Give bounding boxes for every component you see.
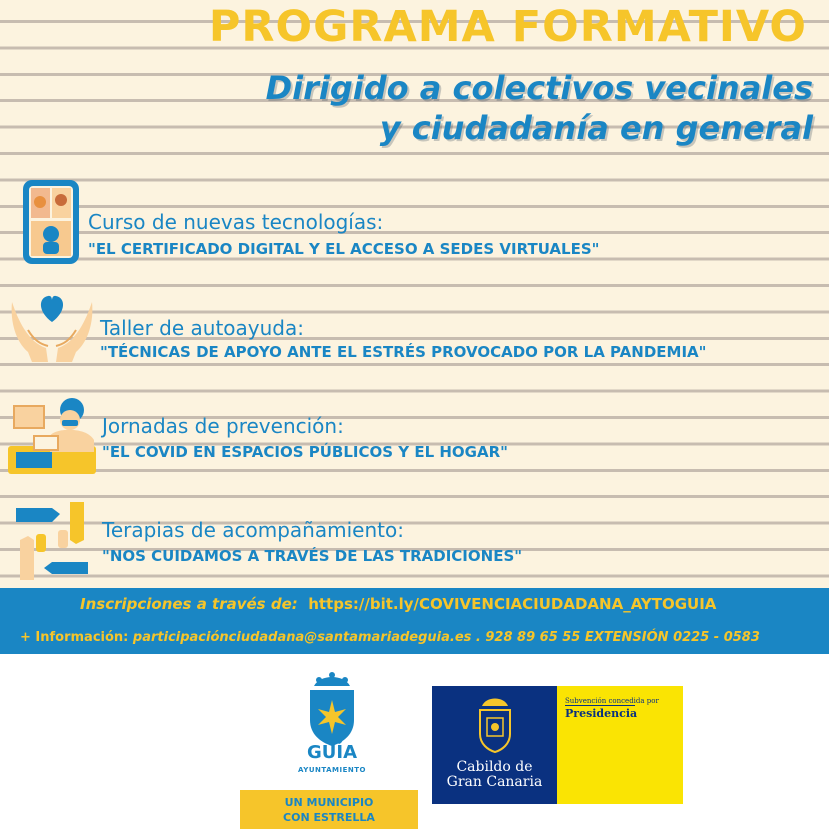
cabildo-subsidy-label: Subvención concedida por (565, 697, 659, 705)
item-description: "TÉCNICAS DE APOYO ANTE EL ESTRÉS PROVOCADO POR LA PANDEMIA" (100, 343, 707, 361)
slogan-box (240, 790, 418, 829)
cabildo-line-1: Cabildo de (456, 759, 533, 775)
guia-subtitle: AYUNTAMIENTO (298, 766, 366, 774)
cabildo-line-2: Gran Canaria (446, 774, 543, 790)
joined-hands-icon (12, 500, 92, 582)
slogan-line-1: UN MUNICIPIO (284, 796, 374, 809)
cabildo-name (432, 760, 557, 790)
item-description: "EL COVID EN ESPACIOS PÚBLICOS Y EL HOGAR" (102, 443, 508, 461)
info-email-link[interactable]: participaciónciudadana@santamariadeguia.es (132, 630, 472, 645)
cabildo-divider (565, 705, 635, 706)
item-heading: Taller de autoayuda: (100, 316, 304, 340)
masked-worker-icon (6, 396, 100, 476)
guia-name: GUÍA (306, 742, 358, 763)
subtitle-line-2: y ciudadanía en general (379, 109, 813, 147)
item-heading: Terapias de acompañamiento: (102, 518, 404, 542)
hands-heart-icon (8, 290, 96, 364)
inscription-label: Inscripciones a través de: (80, 595, 298, 613)
subtitle-line-1: Dirigido a colectivos vecinales (265, 69, 813, 107)
info-phone: . 928 89 65 55 EXTENSIÓN 0225 - 0583 (475, 630, 760, 645)
cabildo-crest-icon (474, 694, 516, 754)
inscription-line (80, 595, 716, 613)
item-description: "EL CERTIFICADO DIGITAL Y EL ACCESO A SEDES VIRTUALES" (88, 240, 600, 258)
video-call-tablet-icon (20, 178, 82, 266)
slogan-line-2: CON ESTRELLA (283, 811, 375, 824)
page-title: PROGRAMA FORMATIVO (208, 2, 807, 52)
item-description: "NOS CUIDAMOS A TRAVÉS DE LAS TRADICIONES" (102, 547, 523, 565)
info-prefix: + Información: (20, 630, 129, 645)
cabildo-department: Presidencia (565, 707, 638, 720)
info-line (20, 630, 760, 645)
inscription-link[interactable]: https://bit.ly/COVIVENCIACIUDADANA_AYTOGUIA (308, 595, 717, 613)
item-heading: Jornadas de prevención: (102, 414, 344, 438)
item-heading: Curso de nuevas tecnologías: (88, 210, 384, 234)
